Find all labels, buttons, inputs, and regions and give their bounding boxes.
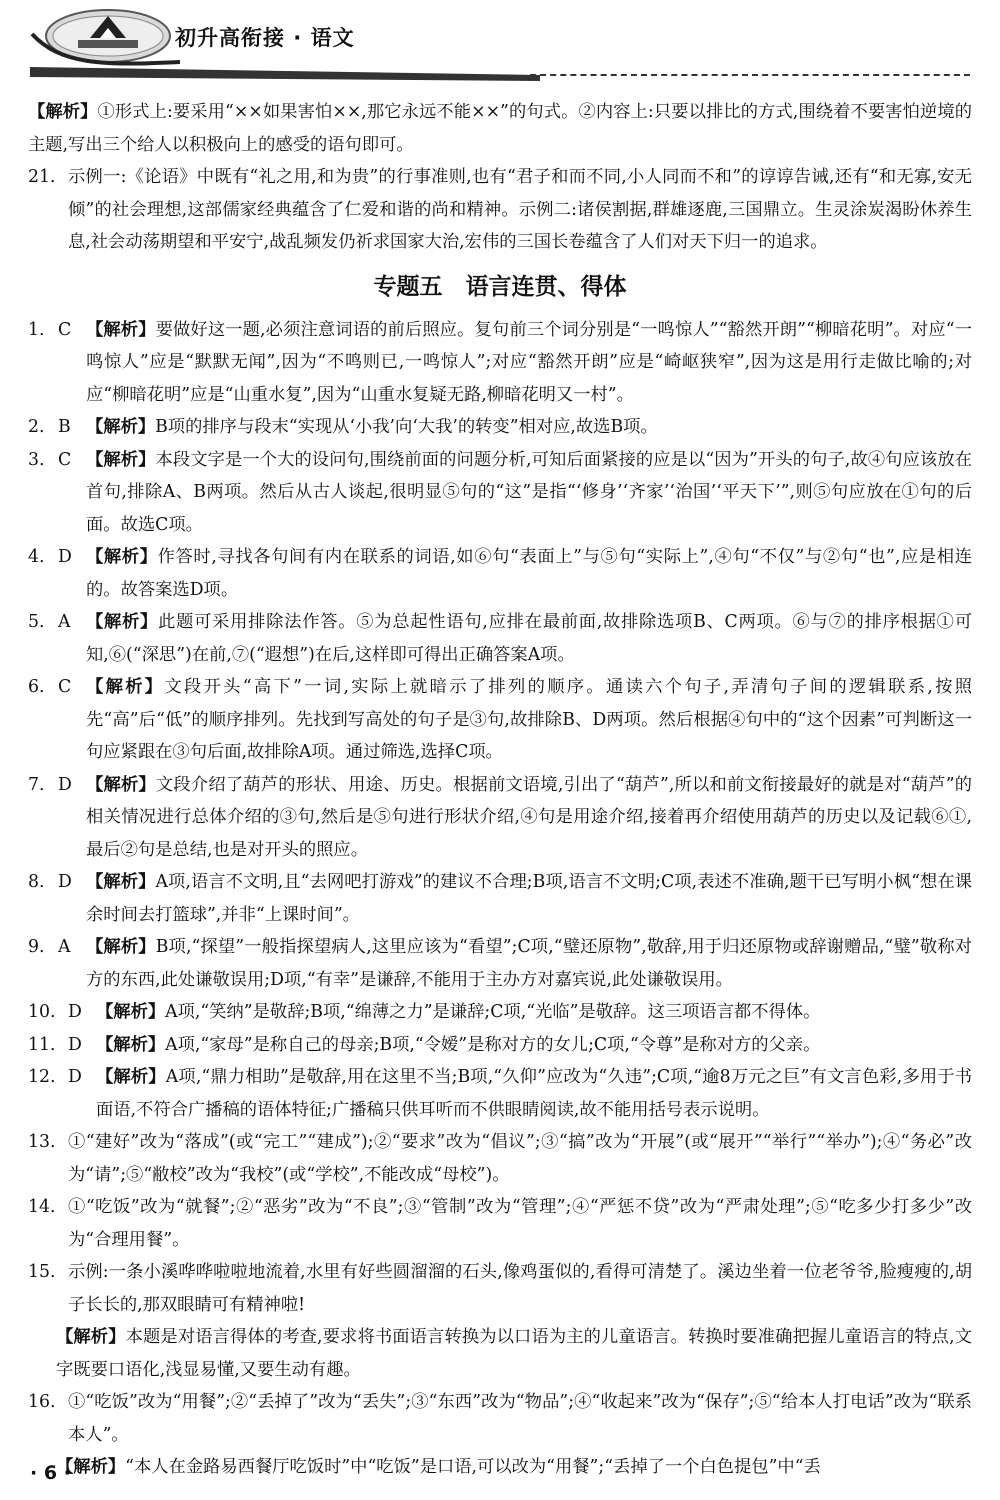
item-number: 9.	[28, 937, 45, 957]
item-answer-letter: C	[58, 677, 72, 697]
answer-item	[28, 769, 972, 867]
item-number: 11.	[28, 1034, 56, 1055]
answer-item	[28, 411, 972, 444]
item-text: B项,“探望”一般指探望病人,这里应该为“看望”;C项,“璧还原物”,敬辞,用于归还原物或辞谢赠品,“璧”敬称对方的东西,此处谦敬误用;D项,“有幸”是谦辞,不能用于主办方对嘉宾说,此处谦敬误用。	[86, 937, 972, 990]
answer-item	[28, 314, 972, 412]
answer-item	[28, 866, 972, 931]
item-text: A项,“笑纳”是敬辞;B项,“绵薄之力”是谦辞;C项,“光临”是敬辞。这三项语言都不得体。	[165, 1002, 821, 1022]
item-answer-letter: C	[58, 319, 72, 340]
item-answer-letter: D	[68, 1067, 82, 1087]
item-number: 8.	[28, 872, 45, 892]
analysis-tag: 【解析】	[56, 1457, 126, 1477]
item-body	[96, 1061, 972, 1126]
answer-item	[28, 1126, 972, 1191]
item-answer-letter: B	[58, 417, 71, 437]
analysis-tag: 【解析】	[86, 612, 159, 632]
item-number: 16.	[28, 1392, 56, 1412]
item-number: 15.	[28, 1262, 56, 1282]
item-body	[68, 1256, 972, 1321]
item-body	[68, 1191, 972, 1256]
answer-item	[28, 606, 972, 671]
analysis-text: “本人在金路易西餐厅吃饭时”中“吃饭”是口语,可以改为“用餐”;“丢掉了一个白色提包”中“丢	[125, 1457, 821, 1477]
item-text: A项,“鼎力相助”是敬辞,用在这里不当;B项,“久仰”应改为“久违”;C项,“逾8万元之巨”有文言色彩,多用于书面语,不符合广播稿的语体特征;广播稿只供耳听而不供眼睛阅读,故不能用括号表示说明。	[96, 1067, 972, 1120]
item-answer-letter: D	[58, 774, 72, 795]
page-content	[28, 96, 972, 1484]
item-number: 2.	[28, 417, 45, 437]
item-text: ①“吃饭”改为“用餐”;②“丢掉了”改为“丢失”;③“东西”改为“物品”;④“收起来”改为“保存”;⑤“给本人打电话”改为“联系本人”。	[68, 1392, 972, 1445]
header-band	[30, 66, 540, 80]
answer-item	[28, 1386, 972, 1451]
answer-item	[28, 931, 972, 996]
item-analysis	[28, 1321, 972, 1386]
item-body	[86, 444, 972, 542]
analysis-tag: 【解析】	[96, 1067, 166, 1087]
analysis-tag: 【解析】	[96, 1034, 166, 1055]
item-answer-letter: D	[68, 1034, 82, 1055]
item-text: A项,语言不文明,且“去网吧打游戏”的建议不合理;B项,语言不文明;C项,表述不准确,题干已写明小枫“想在课余时间去打篮球”,并非“上课时间”。	[86, 872, 972, 925]
item-answer-letter: D	[58, 872, 72, 892]
answer-item	[28, 1256, 972, 1321]
item-text: 要做好这一题,必须注意词语的前后照应。复句前三个词分别是“一鸣惊人”“豁然开朗”“柳暗花明”。对应“一鸣惊人”应是“默默无闻”,因为“不鸣则已,一鸣惊人”;对应“豁然开朗”应是“崎岖狭窄”,因为这是用行走做比喻的;对应“柳暗花明”应是“山重水复”,因为“山重水复疑无路,柳暗花明又一村”。	[86, 319, 972, 405]
analysis-tag: 【解析】	[56, 1327, 126, 1347]
analysis-tag: 【解析】	[86, 449, 156, 470]
section-title: 专题五 语言连贯、得体	[373, 273, 627, 300]
analysis-tag: 【解析】	[86, 774, 156, 795]
header-dashed-rule	[530, 74, 970, 76]
analysis-tag: 【解析】	[86, 547, 158, 567]
item-text: 本段文字是一个大的设问句,围绕前面的问题分析,可知后面紧接的应是以“因为”开头的句子,故④句应该放在首句,排除A、B两项。然后从古人谈起,很明显⑤句的“这”是指“‘修身’‘齐家’‘治国’‘平天下’”,则⑤句应放在①句的后面。故选C项。	[86, 449, 972, 535]
analysis-text: 本题是对语言得体的考查,要求将书面语言转换为以口语为主的儿童语言。转换时要准确把握儿童语言的特点,文字既要口语化,浅显易懂,又要生动有趣。	[56, 1327, 972, 1380]
book-title: 初升高衔接 · 语文	[175, 26, 355, 50]
item-body	[86, 866, 972, 931]
item-body	[86, 931, 972, 996]
item-body	[96, 996, 972, 1029]
item-body	[68, 1126, 972, 1191]
answer-item	[28, 444, 972, 542]
item-number: 4.	[28, 547, 45, 567]
analysis-tag: 【解析】	[86, 417, 156, 437]
item-number: 1.	[28, 319, 45, 340]
item-answer-letter: C	[58, 449, 72, 470]
page-number: · 6 ·	[30, 1462, 71, 1484]
item-answer-letter: D	[58, 547, 72, 567]
answer-item	[28, 671, 972, 769]
item-number: 5.	[28, 612, 45, 632]
analysis-tag: 【解析】	[86, 677, 165, 697]
item-body	[68, 1386, 972, 1451]
item-body	[96, 1029, 972, 1062]
item-text: 文段介绍了葫芦的形状、用途、历史。根据前文语境,引出了“葫芦”,所以和前文衔接最好的就是对“葫芦”的相关情况进行总体介绍的③句,然后是⑤句进行形状介绍,④句是用途介绍,接着再介绍使用葫芦的历史以及记载⑥①,最后②句是总结,也是对开头的照应。	[86, 774, 972, 860]
item-analysis	[28, 1451, 972, 1484]
answer-item	[28, 1191, 972, 1256]
page-header	[0, 0, 1000, 90]
item-number: 10.	[28, 1002, 56, 1022]
analysis-tag: 【解析】	[86, 319, 156, 340]
item-number: 21.	[28, 167, 56, 187]
publisher-logo	[30, 4, 180, 70]
item-body	[86, 671, 972, 769]
item-text: B项的排序与段末“实现从‘小我’向‘大我’的转变”相对应,故选B项。	[155, 417, 658, 437]
item-text: 示例:一条小溪哗哗啦啦地流着,水里有好些圆溜溜的石头,像鸡蛋似的,看得可清楚了。溪边坐着一位老爷爷,脸瘦瘦的,胡子长长的,那双眼睛可有精神啦!	[68, 1262, 972, 1315]
item-answer-letter: A	[58, 937, 71, 957]
answer-item-21	[28, 161, 972, 259]
analysis-tag: 【解析】	[86, 937, 156, 957]
item-text: ①“吃饭”改为“就餐”;②“恶劣”改为“不良”;③“管制”改为“管理”;④“严惩不贷”改为“严肃处理”;⑤“吃多少打多少”改为“合理用餐”。	[68, 1197, 972, 1250]
item-answer-letter: D	[68, 1002, 82, 1022]
item-text: 示例一:《论语》中既有“礼之用,和为贵”的行事准则,也有“君子和而不同,小人同而不和”的谆谆告诫,还有“和无寡,安无倾”的社会理想,这部儒家经典蕴含了仁爱和谐的尚和精神。示例二:诸侯割据,群雄逐鹿,三国鼎立。生灵涂炭渴盼休养生息,社会动荡期望和平安宁,战乱频发仍祈求国家大治,宏伟的三国长卷蕴含了人们对天下归一的追求。	[68, 167, 972, 252]
item-number: 6.	[28, 677, 45, 697]
logo-emblem-icon	[30, 4, 180, 70]
item-body	[86, 411, 972, 444]
answer-list	[28, 314, 972, 1484]
item-body	[86, 314, 972, 412]
item-text: 作答时,寻找各句间有内在联系的词语,如⑥句“表面上”与⑤句“实际上”,④句“不仅”与②句“也”,应是相连的。故答案选D项。	[86, 547, 972, 600]
item-text: ①“建好”改为“落成”(或“完工”“建成”);②“要求”改为“倡议”;③“搞”改为“开展”(或“展开”“举行”“举办”);④“务必”改为“请”;⑤“敝校”改为“我校”(或“学校”,不能改成“母校”)。	[68, 1132, 972, 1185]
answer-item	[28, 996, 972, 1029]
item-number: 7.	[28, 774, 45, 795]
item-number: 13.	[28, 1132, 56, 1152]
item-body	[86, 541, 972, 606]
analysis-tag: 【解析】	[28, 102, 98, 122]
intro-analysis	[28, 96, 972, 161]
item-text: 此题可采用排除法作答。⑤为总起性语句,应排在最前面,故排除选项B、C两项。⑥与⑦的排序根据①可知,⑥(“深思”)在前,⑦(“遐想”)在后,这样即可得出正确答案A项。	[86, 612, 972, 665]
analysis-tag: 【解析】	[86, 872, 156, 892]
analysis-tag: 【解析】	[96, 1002, 166, 1022]
item-text: 文段开头“高下”一词,实际上就暗示了排列的顺序。通读六个句子,弄清句子间的逻辑联系,按照先“高”后“低”的顺序排列。先找到写高处的句子是③句,故排除B、D两项。然后根据④句中的“这个因素”可判断这一句应紧跟在③句后面,故排除A项。通过筛选,选择C项。	[86, 677, 972, 762]
item-body	[86, 606, 972, 671]
item-text: A项,“家母”是称自己的母亲;B项,“令嫒”是称对方的女儿;C项,“令尊”是称对方的父亲。	[165, 1034, 821, 1055]
item-body	[86, 769, 972, 867]
item-number: 3.	[28, 449, 45, 470]
answer-item	[28, 541, 972, 606]
item-number: 14.	[28, 1197, 56, 1217]
answer-item	[28, 1029, 972, 1062]
analysis-text: ①形式上:要采用“××如果害怕××,那它永远不能××”的句式。②内容上:只要以排比的方式,围绕着不要害怕逆境的主题,写出三个给人以积极向上的感受的语句即可。	[28, 102, 972, 155]
item-number: 12.	[28, 1067, 56, 1087]
answer-item	[28, 1061, 972, 1126]
item-answer-letter: A	[58, 612, 71, 632]
